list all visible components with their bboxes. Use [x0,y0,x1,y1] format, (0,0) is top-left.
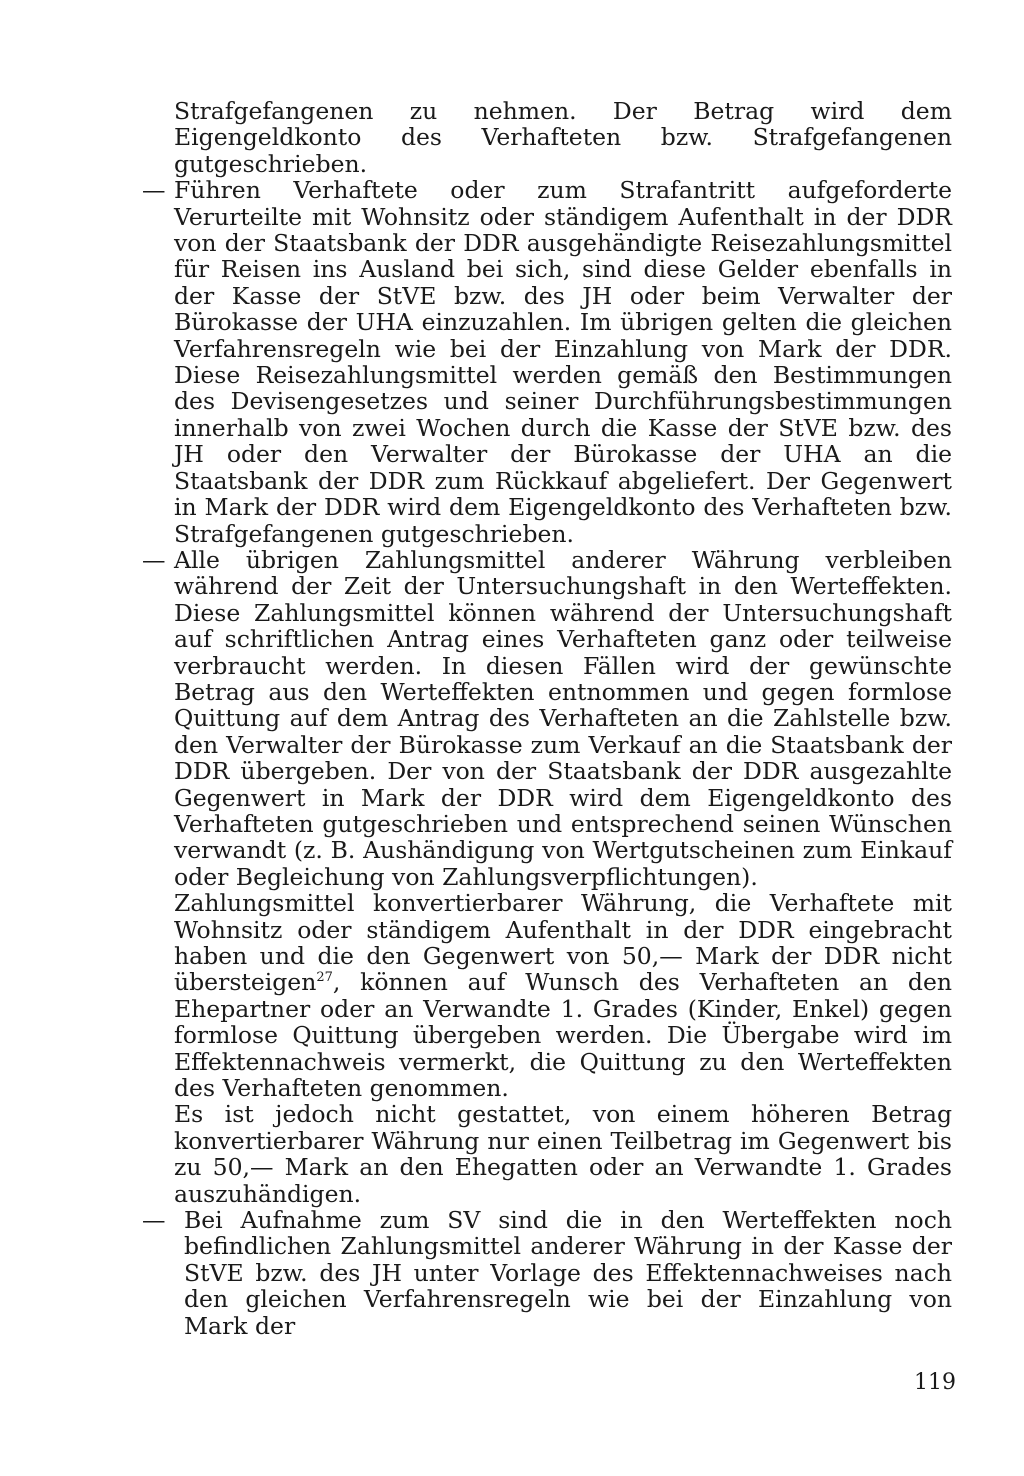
list-item-other-currency [142,547,952,890]
page-number: 119 [914,1370,956,1395]
dash-bullet: — [142,545,166,574]
body-text [142,98,952,1339]
paragraph-continuation: Strafgefangenen zu nehmen. Der Betrag wird dem Eigengeldkonto des Verhafteten bzw. Strafgefangenen gutgeschrieben. [174,97,952,178]
paragraph-text-end: , können auf Wunsch des Verhafteten an den Ehepartner oder an Verwandte 1. Grades (Kinder, Enkel) gegen formlose Quittung übergeben werden. Die Übergabe wird im Effektennachweis vermerkt, die Quittung zu den Werteffekten des Verhafteten genommen. [174,968,952,1103]
dash-bullet: — [142,1206,166,1235]
paragraph-convertible-currency [142,890,952,1101]
list-item-text: Bei Aufnahme zum SV sind die in den Werteffekten noch befindlichen Zahlungsmittel anderer Währung in der Kasse der StVE bzw. des JH unter Vorlage des Effektennachweises nach den gleichen Verfahrensregeln wie bei der Einzahlung von Mark der [184,1206,952,1340]
list-item-travel-currency [142,177,952,547]
paragraph-restriction: Es ist jedoch nicht gestattet, von einem höheren Betrag konvertierbarer Währung nur einen Teilbetrag im Gegenwert bis zu 50,— Mark an den Ehegatten oder an Verwandte 1. Grades auszuhändigen. [174,1100,952,1208]
footnote-marker: 27 [316,970,333,986]
paragraph-text-start: Zahlungsmittel konvertierbarer Währung, die Verhaftete mit Wohnsitz oder ständigem Aufenthalt in der DDR eingebracht haben und die den Gegenwert von 50,— Mark der DDR nicht übersteigen [174,889,952,997]
list-item-text: Führen Verhaftete oder zum Strafantritt aufgeforderte Verurteilte mit Wohnsitz oder ständigem Aufenthalt in der DDR von der Staatsbank der DDR ausgehändigte Reisezahlungsmittel für Reisen ins Ausland bei sich, sind diese Gelder ebenfalls in der Kasse der StVE bzw. des JH oder beim Verwalter der Bürokasse der UHA einzuzahlen. Im übrigen gelten die gleichen Verfahrensregeln wie bei der Einzahlung von Mark der DDR. Diese Reisezahlungsmittel werden gemäß den Bestimmungen des Devisengesetzes und seiner Durchführungsbestimmungen innerhalb von zwei Wochen durch die Kasse der StVE bzw. des JH oder den Verwalter der Bürokasse der UHA an die Staatsbank der DDR zum Rückkauf abgeliefert. Der Gegenwert in Mark der DDR wird dem Eigengeldkonto des Verhafteten bzw. Strafgefangenen gutgeschrieben. [174,176,952,548]
list-item-sv-admission [142,1207,952,1339]
dash-bullet: — [142,176,166,205]
list-item-text: Alle übrigen Zahlungsmittel anderer Währung verbleiben während der Zeit der Untersuchungshaft in den Werteffekten. Diese Zahlungsmittel können während der Untersuchungshaft auf schriftlichen Antrag eines Verhafteten ganz oder teilweise verbraucht werden. In diesen Fällen wird der gewünschte Betrag aus den Werteffekten entnommen und gegen formlose Quittung auf dem Antrag des Verhafteten an die Zahlstelle bzw. den Verwalter der Bürokasse zum Verkauf an die Staatsbank der DDR übergeben. Der von der Staatsbank der DDR ausgezahlte Gegenwert in Mark der DDR wird dem Eigengeldkonto des Verhafteten gutgeschrieben und entsprechend seinen Wünschen verwandt (z. B. Aushändigung von Wertgutscheinen zum Einkauf oder Begleichung von Zahlungsverpflichtungen). [174,545,952,891]
